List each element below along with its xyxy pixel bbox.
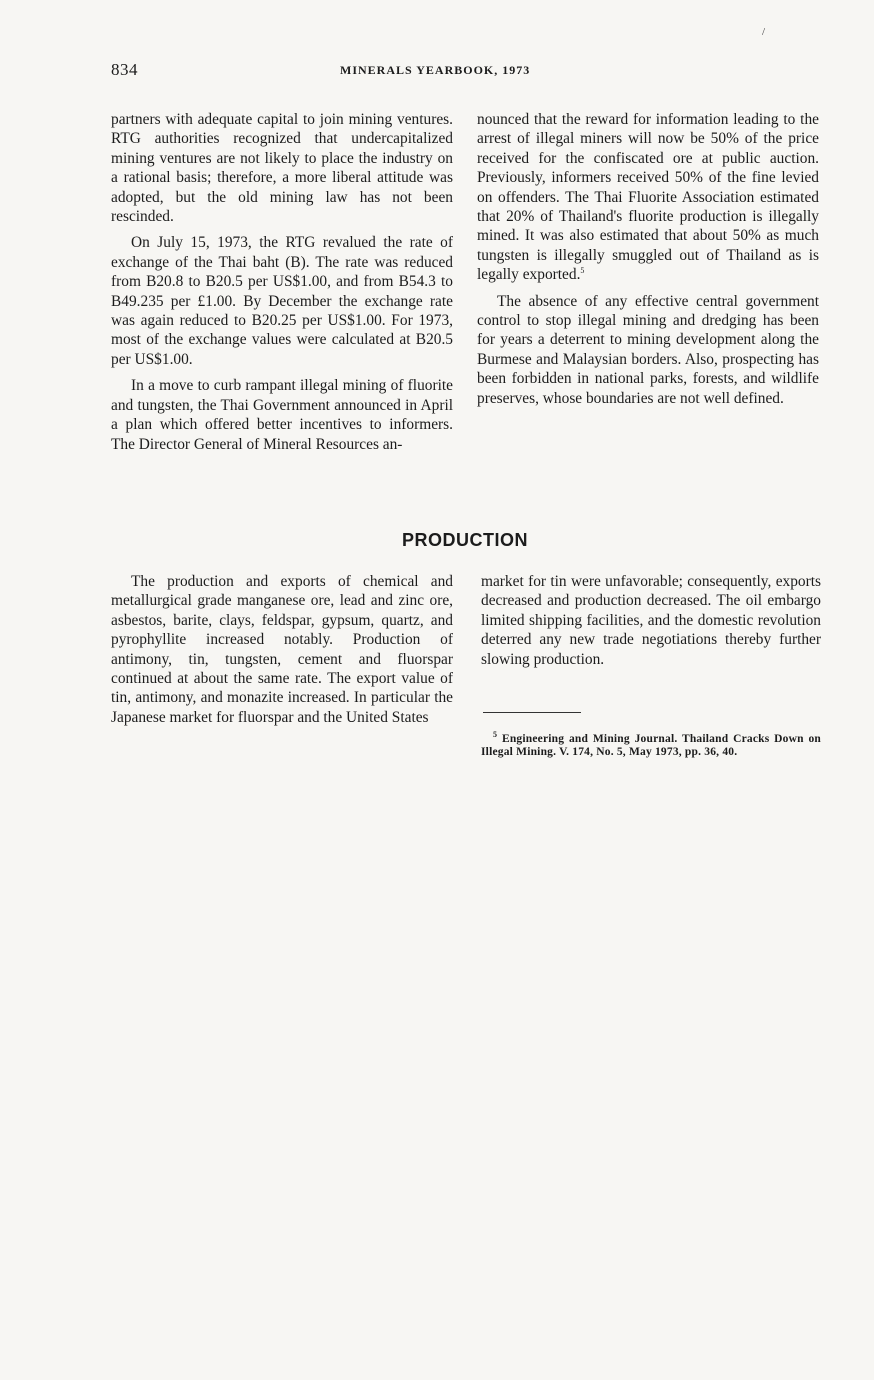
left-column-top	[111, 110, 453, 461]
paragraph: The absence of any effective central government control to stop illegal mining and dredging has been for years a deterrent to mining development along the Burmese and Malaysian borders. Also, prospecting has been forbidden in national parks, forests, and wildlife preserves, whose boundaries are not well defined.	[477, 292, 819, 407]
paragraph: On July 15, 1973, the RTG revalued the rate of exchange of the Thai baht (B). The rate was reduced from B20.8 to B20.5 per US$1.00, and from B54.3 to B49.235 per £1.00. By December the exchange rate was again reduced to B20.25 per US$1.00. For 1973, most of the exchange values were calculated at B20.5 per US$1.00.	[111, 234, 453, 368]
paragraph-text: nounced that the reward for information leading to the arrest of illegal miners will now be 50% of the price received for the confiscated ore at public auction. Previously, informers received 50% of the fine levied on offenders. The Thai Fluorite Association estimated that 20% of Thailand's fluorite production is illegally mined. It was also estimated that about 50% as much tungsten is illegally smuggled out of Thailand as is legally exported.	[477, 111, 819, 284]
paragraph: The production and exports of chemical and metallurgical grade manganese ore, lead and zinc ore, asbestos, barite, clays, feldspar, gypsum, quartz, and pyrophyllite increased notably. Production of antimony, tin, tungsten, cement and fluorspar continued at about the same rate. The export value of tin, antimony, and monazite increased. In particular the Japanese market for fluorspar and the United States	[111, 573, 453, 726]
margin-mark: /	[762, 26, 766, 38]
right-column-top	[477, 110, 819, 415]
paragraph: In a move to curb rampant illegal mining of fluorite and tungsten, the Thai Government announced in April a plan which offered better incentives to informers. The Director General of Mineral Resources an-	[111, 377, 453, 453]
footnote	[481, 728, 821, 759]
page-number: 834	[111, 60, 138, 79]
footnote-marker: 5	[493, 730, 498, 739]
running-head: MINERALS YEARBOOK, 1973	[340, 63, 531, 77]
footnote-reference[interactable]: 5	[580, 266, 585, 276]
right-column-bottom	[481, 572, 821, 676]
paragraph	[477, 110, 819, 285]
section-heading: PRODUCTION	[402, 530, 528, 550]
paragraph: market for tin were unfavorable; consequently, exports decreased and production decreased. The oil embargo limited shipping facilities, and the domestic revolution deterred any new trade negotiations thereby further slowing production.	[481, 573, 821, 668]
paragraph: partners with adequate capital to join mining ventures. RTG authorities recognized that undercapitalized mining ventures are not likely to place the industry on a rational basis; therefore, a more liberal attitude was adopted, but the old mining law has not been rescinded.	[111, 111, 453, 226]
footnote-text: Engineering and Mining Journal. Thailand Cracks Down on Illegal Mining. V. 174, No. 5, May 1973, pp. 36, 40.	[481, 732, 822, 758]
footnote-divider	[483, 712, 581, 713]
left-column-bottom	[111, 572, 453, 734]
